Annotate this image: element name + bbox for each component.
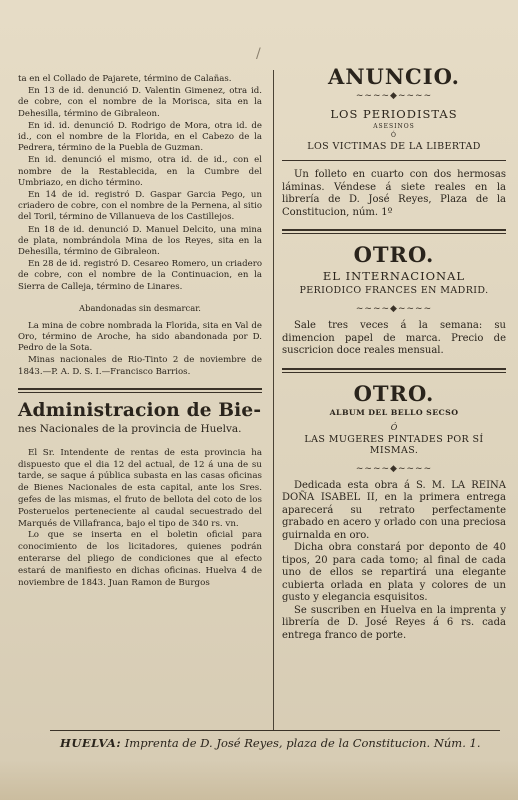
section-divider: [282, 229, 506, 234]
mine-entry: En 18 de id. denunció D. Manuel Delcito, una mina de plata, nombrándola Mina de los Reyes, sita en la Dehesilla, término de Gibraleon.: [18, 224, 262, 258]
paper-stain: [0, 760, 518, 800]
admin-subtitle: nes Nacionales de la provincia de Huelva.: [18, 422, 242, 435]
mine-entry: ta en el Collado de Pajarete, término de Calañas.: [18, 74, 232, 84]
admin-paragraph: Lo que se inserta en el boletin oficial para conocimiento de los licitadores, quienes podrán enterarse del pliego de condiciones que al efecto estará de manifiesto en dichas oficinas. Huelva 4 de noviembre de 1843. Juan Ramon de Burgos: [18, 530, 262, 588]
admin-title: Administracion de Bie-: [18, 399, 262, 421]
album-heading: ALBUM DEL BELLO SECSO: [329, 407, 459, 417]
ornament-divider: ~~~~◆~~~~: [355, 304, 433, 314]
column-rule: [273, 70, 274, 730]
ornament-divider: ~~~~◆~~~~: [355, 463, 433, 474]
imprint-city: HUELVA:: [60, 736, 122, 750]
abandoned-heading: Abandonadas sin desmarcar.: [79, 302, 201, 313]
admin-paragraph: El Sr. Intendente de rentas de esta provincia ha dispuesto que el dia 12 del actual, de 12 á una de su tarde, se saque á pública subasta en las casas oficinas de Bienes Nacionales de esta capital, ante los Sres. gefes de las mismas, el fruto de bellota del coto de los Posteruelos perteneciente al caudal secuestrado del Marqués de Villafranca, bajo el tipo de 340 rs. vn.: [18, 447, 262, 529]
otro-heading-2: PERIODICO FRANCES EN MADRID.: [299, 285, 489, 296]
mine-entry: En 14 de id. registró D. Gaspar Garcia Pego, un criadero de cobre, con el nombre de la Pernena, al sitio del Toril, término de Villanueva de los Castillejos.: [18, 190, 262, 223]
anuncio-heading-2: LOS VICTIMAS DE LA LIBERTAD: [307, 141, 481, 152]
mine-entry: En 13 de id. denunció D. Valentin Gimenez, otra id. de cobre, con el nombre de la Morisca, sita en la Dehesilla, término de Gibraleon.: [18, 86, 262, 119]
anuncio-conjunction: Ó: [391, 132, 397, 139]
left-column: [18, 74, 262, 589]
footer-rule: [50, 730, 500, 731]
anuncio-subheading: ASESINOS: [373, 123, 415, 130]
album-heading-2: LAS MUGERES PINTADES POR SÍ MISMAS.: [304, 433, 484, 456]
otro-title-2: OTRO.: [353, 380, 435, 406]
imprint-text: Imprenta de D. José Reyes, plaza de la Constitucion. Núm. 1.: [124, 736, 481, 750]
page-mark: /: [256, 46, 261, 62]
mine-entry: En id. denunció el mismo, otra id. de id., con el nombre de la Restablecida, en la Cumbre del Umbriazo, en dicho término.: [18, 155, 262, 188]
section-divider: [18, 388, 262, 393]
imprint-line: [60, 736, 480, 750]
abandoned-text: La mina de cobre nombrada la Florida, sita en Val de Oro, término de Aroche, ha sido abandonada por D. Pedro de la Sota.: [18, 320, 262, 354]
otro-text: Sale tres veces á la semana: su dimencion papel de marca. Precio de suscricion doce reales mensual.: [282, 320, 506, 356]
album-paragraph: Dedicada esta obra á S. M. LA REINA DOÑA ISABEL II, en la primera entrega aparecerá su retrato perfectamente grabado en acero y orlado con una preciosa guirnalda en oro.: [282, 479, 506, 541]
otro-title: OTRO.: [353, 242, 435, 267]
album-paragraph: Dicha obra constará por deponto de 40 tipos, 20 para cada tomo; al final de cada uno de ellos se repartirá una elegante cubierta orlada en plata y colores de un gusto y elegancia esquisitos.: [282, 542, 506, 603]
otro-heading: EL INTERNACIONAL: [322, 269, 466, 283]
anuncio-heading: LOS PERIODISTAS: [330, 107, 458, 121]
mine-entry: En id. id. denunció D. Rodrigo de Mora, otra id. de id., con el nombre de la Florida, en el Cabezo de la Pedrera, término de la Puebla de Guzman.: [18, 120, 262, 154]
right-column: [282, 60, 506, 642]
album-paragraph: Se suscriben en Huelva en la imprenta y librería de D. José Reyes á 6 rs. cada entrega franco de porte.: [282, 604, 506, 641]
album-conjunction: Ó: [390, 422, 398, 432]
mining-signature: Minas nacionales de Rio-Tinto 2 de noviembre de 1843.—P. A. D. S. I.—Francisco Barrios.: [18, 355, 262, 377]
anuncio-title: ANUNCIO.: [328, 64, 460, 89]
anuncio-text: Un folleto en cuarto con dos hermosas láminas. Véndese á siete reales en la librería de D. José Reyes, Plaza de la Constitucion, núm. 1º: [282, 169, 506, 218]
section-divider: [282, 368, 506, 373]
ornament-divider: ~~~~◆~~~~: [355, 91, 433, 101]
mine-entry: En 28 de id. registró D. Cesareo Romero, un criadero de cobre, con el nombre de la Continuacion, en la Sierra de Calleja, término de Linares.: [18, 259, 262, 292]
rule: [282, 160, 506, 161]
